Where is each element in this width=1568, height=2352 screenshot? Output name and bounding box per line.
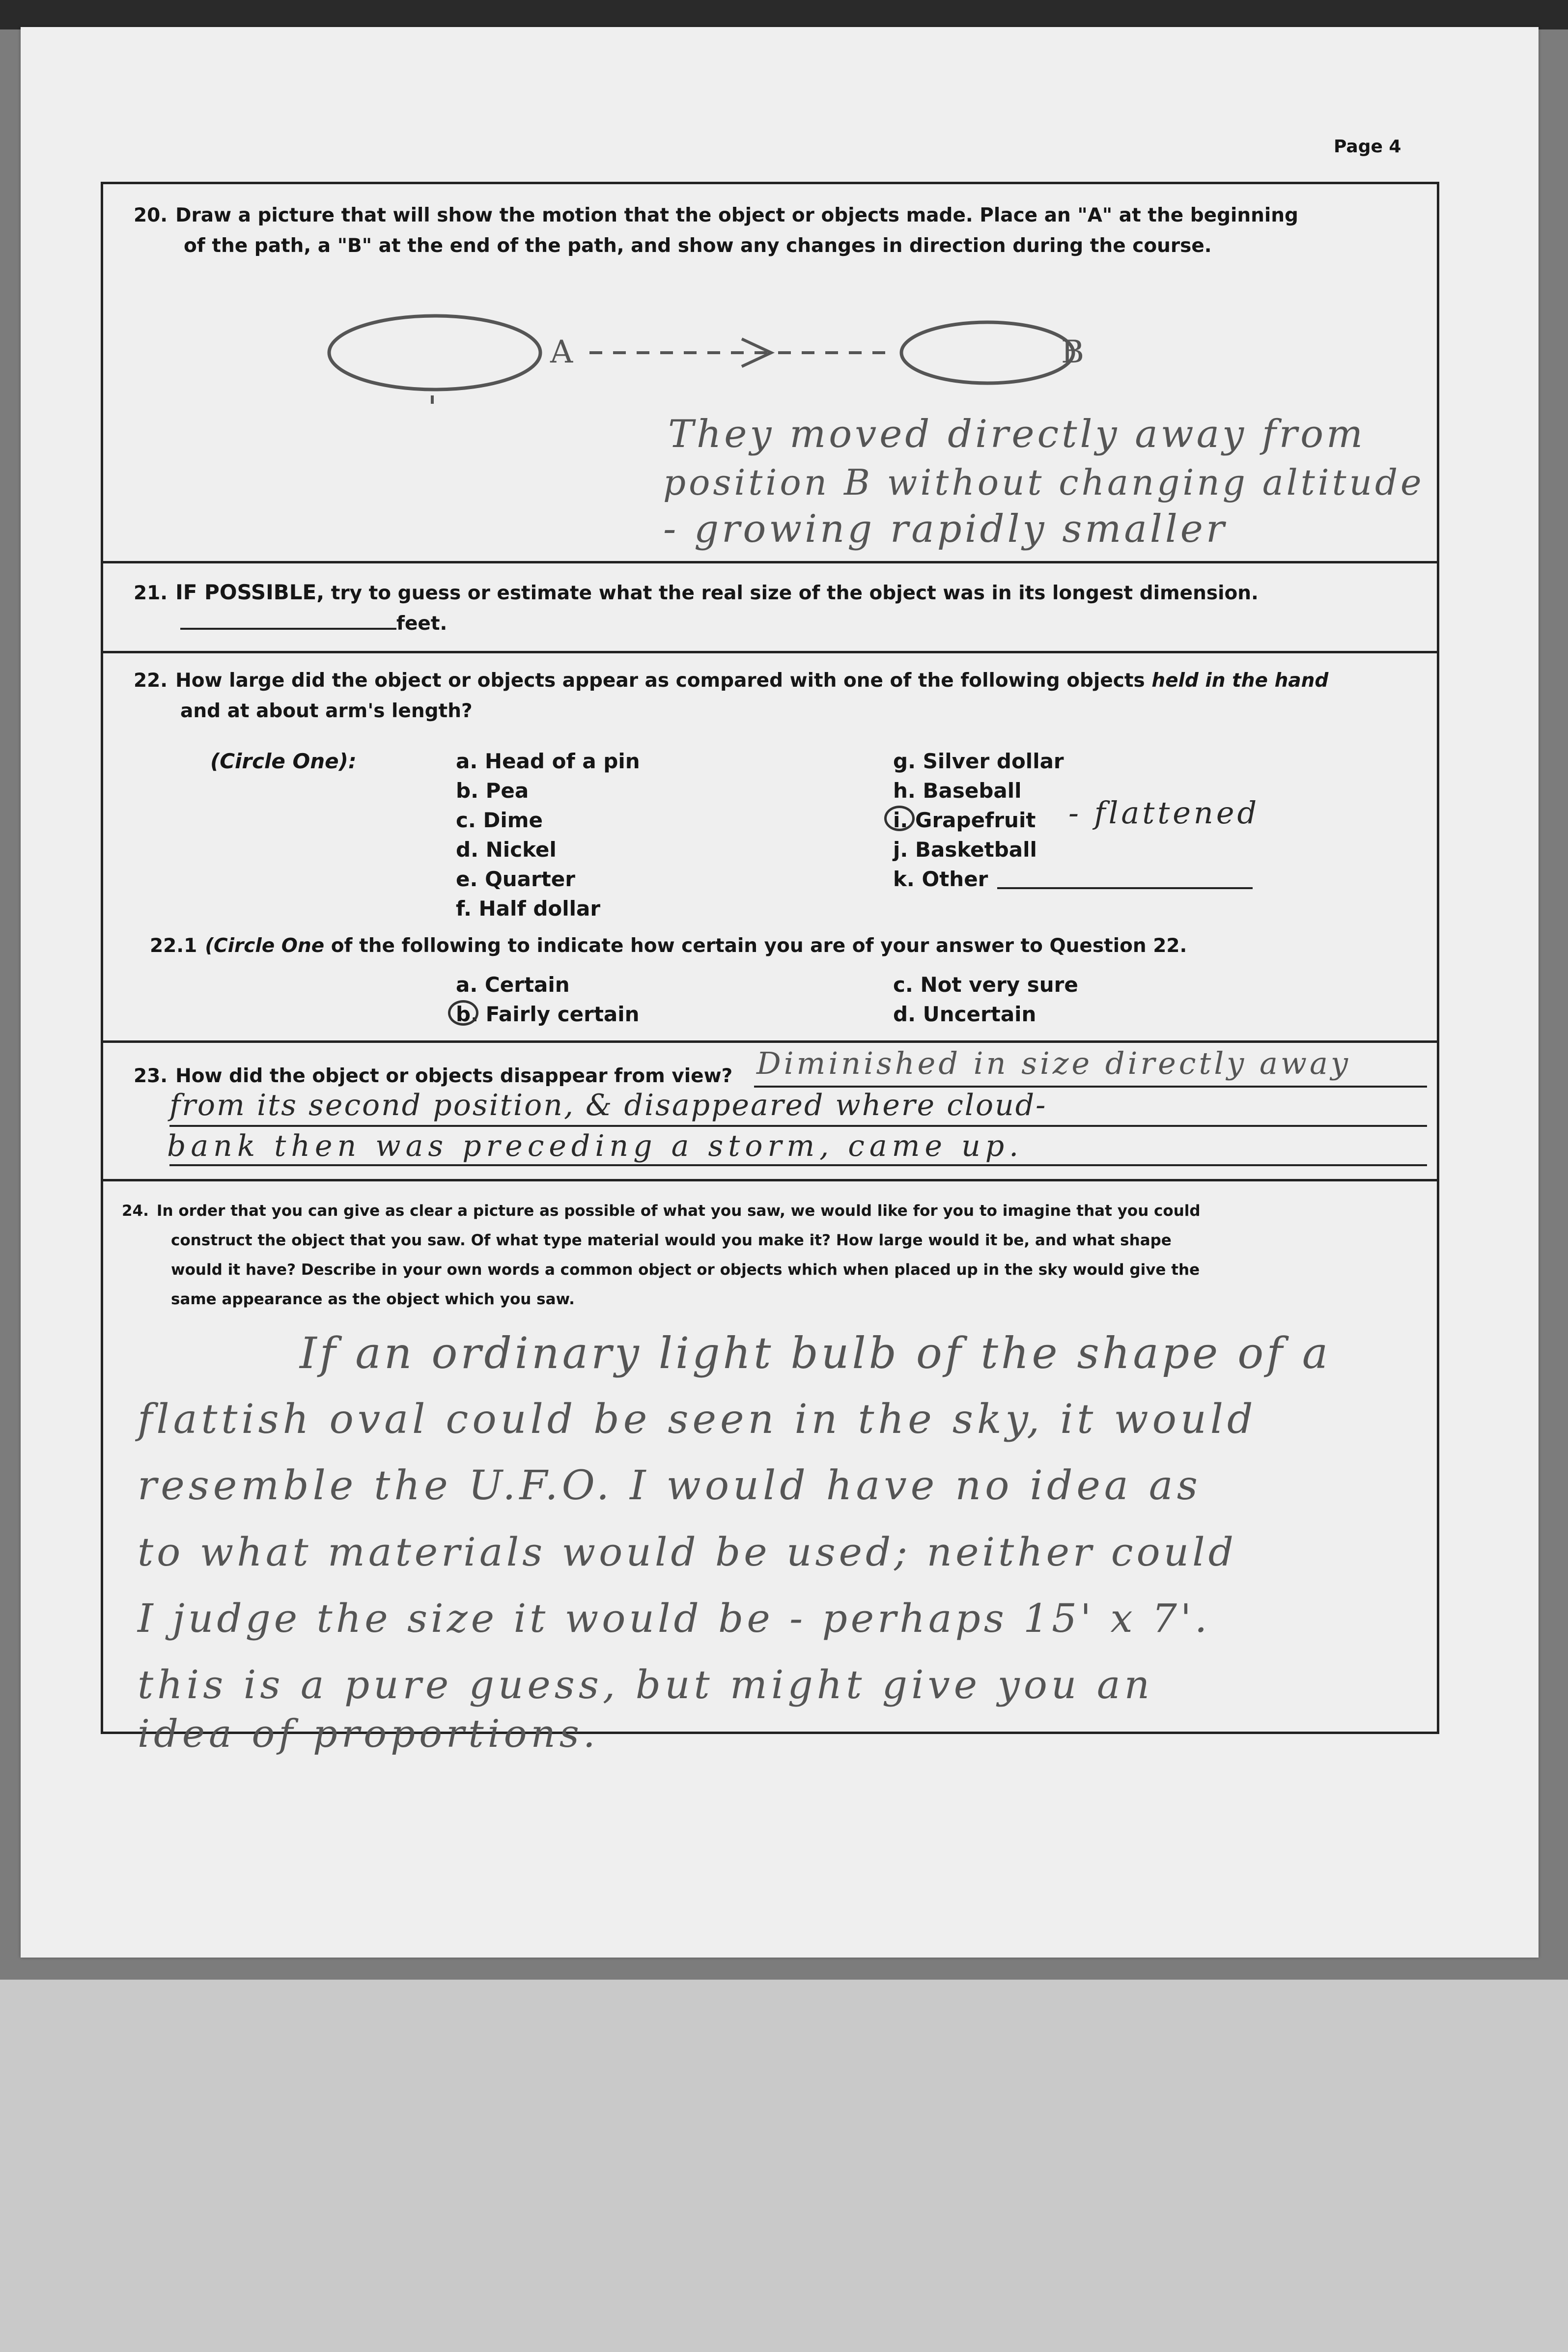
scan-light-background <box>0 1980 1568 2352</box>
question-22-1 <box>150 931 1427 961</box>
size-answer-field[interactable] <box>180 628 396 630</box>
question-22-1-number: 22.1 <box>150 935 197 957</box>
answer-24-line3: resemble the U.F.O. I would have no idea as <box>138 1462 1202 1509</box>
question-24-text-line4: same appearance as the object which you saw. <box>171 1290 575 1308</box>
answer-24-line4: to what materials would be used; neither could <box>138 1529 1237 1575</box>
answer-23-rule3 <box>169 1164 1427 1166</box>
option-c-dime[interactable]: c. Dime <box>456 808 543 832</box>
answer-20-line2: position B without changing altitude <box>663 462 1425 503</box>
divider-24 <box>101 1179 1439 1181</box>
question-24-text-line3: would it have? Describe in your own words a common object or objects which when placed up in the sky would give the <box>171 1261 1200 1279</box>
divider-22 <box>101 651 1439 653</box>
option-b-fairly-certain[interactable]: b. Fairly certain <box>456 1002 640 1026</box>
question-22-text-line2: and at about arm's length? <box>180 700 473 722</box>
option-e-quarter[interactable]: e. Quarter <box>456 867 575 891</box>
question-21-number: 21. <box>134 582 168 604</box>
question-20 <box>134 200 1411 261</box>
answer-24-line7: idea of proportions. <box>138 1712 599 1756</box>
sketch-label-a: A <box>550 334 573 370</box>
divider-21 <box>101 561 1439 563</box>
option-i-grapefruit[interactable]: i. Grapefruit <box>893 808 1036 832</box>
certainty-circle-mark <box>448 1000 478 1026</box>
circle-one-label: (Circle One): <box>210 749 357 773</box>
answer-24-line2: flattish oval could be seen in the sky, it would <box>138 1396 1257 1443</box>
option-b-pea[interactable]: b. Pea <box>456 779 529 803</box>
answer-23-line3: bank then was preceding a storm, came up. <box>167 1129 1024 1163</box>
question-21 <box>134 577 1411 639</box>
question-24-number: 24. <box>122 1202 149 1220</box>
question-20-text-line2: of the path, a "B" at the end of the path, and show any changes in direction during the course. <box>184 235 1212 257</box>
question-20-number: 20. <box>134 204 168 226</box>
option-c-not-very-sure[interactable]: c. Not very sure <box>893 973 1078 997</box>
answer-24-line5: I judge the size it would be - perhaps 15' x 7'. <box>138 1596 1211 1641</box>
option-a-head-of-pin[interactable]: a. Head of a pin <box>456 749 640 773</box>
question-23-text: How did the object or objects disappear from view? <box>175 1065 733 1087</box>
page-number: Page 4 <box>1334 137 1401 157</box>
option-j-basketball[interactable]: j. Basketball <box>893 838 1037 862</box>
answer-20-line3: - growing rapidly smaller <box>663 507 1228 551</box>
question-22-text-line1-b: held in the hand <box>1151 670 1329 692</box>
question-23-number: 23. <box>134 1065 168 1087</box>
selected-circle-mark <box>884 806 915 831</box>
question-22-1-text-b: of the following to indicate how certain you are of your answer to Question 22. <box>324 935 1187 957</box>
answer-24-line1: If an ordinary light bulb of the shape of a <box>300 1328 1331 1378</box>
option-d-uncertain[interactable]: d. Uncertain <box>893 1002 1036 1026</box>
question-20-text-line1: Draw a picture that will show the motion that the object or objects made. Place an "A" at the beginning <box>175 204 1298 226</box>
question-22-number: 22. <box>134 670 168 692</box>
question-21-text: try to guess or estimate what the real size of the object was in its longest dimension. <box>324 582 1259 604</box>
question-24-text-line2: construct the object that you saw. Of what type material would you make it? How large would it be, and what shape <box>171 1232 1172 1249</box>
other-answer-field[interactable] <box>997 887 1253 889</box>
question-24 <box>122 1196 1424 1314</box>
scan-dark-edge <box>0 0 1568 29</box>
option-h-baseball[interactable]: h. Baseball <box>893 779 1022 803</box>
answer-20-line1: They moved directly away from <box>668 412 1366 456</box>
answer-24-line6: this is a pure guess, but might give you an <box>138 1662 1154 1708</box>
motion-path-sketch <box>314 295 1100 422</box>
question-22-1-text-a: (Circle One <box>205 935 325 957</box>
sketch-label-b: B <box>1061 334 1085 370</box>
option-g-silver-dollar[interactable]: g. Silver dollar <box>893 749 1064 773</box>
question-21-lead: IF POSSIBLE, <box>175 580 325 604</box>
answer-23-line1: Diminished in size directly away <box>756 1045 1351 1081</box>
question-24-text-line1: In order that you can give as clear a picture as possible of what you saw, we would like for you to imagine that you could <box>156 1202 1201 1220</box>
question-22 <box>134 666 1430 727</box>
option-f-half-dollar[interactable]: f. Half dollar <box>456 896 601 921</box>
question-21-unit: feet. <box>396 613 448 635</box>
grapefruit-annotation: - flattened <box>1068 795 1260 831</box>
option-d-nickel[interactable]: d. Nickel <box>456 838 557 862</box>
question-22-text-line1-a: How large did the object or objects appear as compared with one of the following objects <box>175 670 1152 692</box>
option-a-certain[interactable]: a. Certain <box>456 973 570 997</box>
option-k-other[interactable]: k. Other <box>893 867 988 891</box>
answer-23-line2: from its second position, & disappeared where cloud- <box>169 1088 1047 1122</box>
